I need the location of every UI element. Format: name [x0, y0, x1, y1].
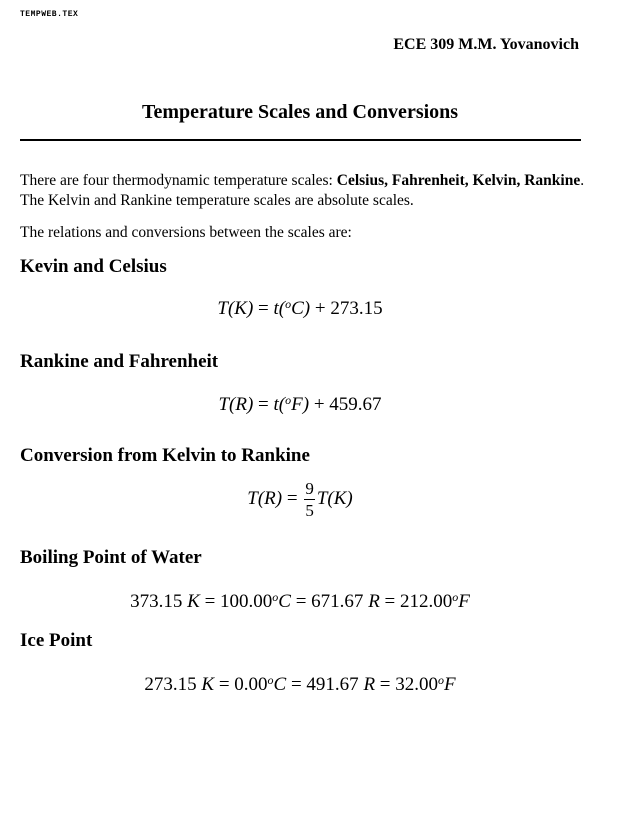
degree-symbol: o [438, 673, 445, 687]
rankine-value: = 491.67 [290, 674, 359, 695]
eq-equals: = [286, 487, 298, 509]
page-title: Temperature Scales and Conversions [141, 101, 459, 123]
degree-symbol: o [285, 393, 292, 407]
kelvin-value: 373.15 [130, 591, 183, 612]
fraction-denominator: 5 [305, 501, 314, 520]
heading-kelvin-to-rankine: Conversion from Kelvin to Rankine [20, 445, 310, 466]
kelvin-unit: K [201, 674, 215, 695]
equation-kelvin-to-rankine [0, 480, 600, 519]
rankine-unit: R [363, 674, 376, 695]
celsius-value: = 0.00 [218, 674, 268, 695]
relations-paragraph: The relations and conversions between the scales are: [20, 224, 352, 241]
intro-tail: . The Kelvin and Rankine temperature scales are absolute scales. [20, 172, 585, 209]
eq-equals: = [258, 298, 269, 319]
fraction [304, 480, 315, 519]
eq-equals: = [258, 394, 269, 415]
course-author-header: ECE 309 M.M. Yovanovich [393, 36, 579, 53]
intro-scales-bold-2: Rankine [524, 172, 581, 189]
kelvin-value: 273.15 [144, 674, 197, 695]
eq-constant: + 273.15 [314, 298, 383, 319]
fahrenheit-unit: F [444, 674, 456, 695]
heading-rankine-fahrenheit: Rankine and Fahrenheit [20, 351, 219, 372]
eq-var: t( [273, 394, 286, 415]
title-divider [20, 139, 581, 141]
fahrenheit-value: = 212.00 [384, 591, 453, 612]
intro-lead: There are four thermodynamic temperature scales: [20, 172, 337, 189]
fahrenheit-unit: F [458, 591, 470, 612]
fahrenheit-value: = 32.00 [379, 674, 439, 695]
eq-var: t( [273, 298, 286, 319]
celsius-unit: C [273, 674, 287, 695]
eq-unit: C) [291, 298, 311, 319]
degree-symbol: o [272, 590, 279, 604]
intro-paragraph [20, 171, 600, 211]
degree-symbol: o [285, 297, 292, 311]
fraction-numerator: 9 [305, 479, 314, 498]
heading-kelvin-celsius: Kevin and Celsius [20, 256, 167, 277]
equation-boiling-point [0, 590, 600, 613]
file-name-label: TEMPWEB.TEX [20, 10, 79, 19]
eq-lhs: T(K) [217, 298, 254, 319]
eq-constant: + 459.67 [313, 394, 382, 415]
heading-ice-point: Ice Point [20, 630, 93, 651]
celsius-value: = 100.00 [204, 591, 273, 612]
rankine-unit: R [368, 591, 380, 612]
degree-symbol: o [452, 590, 459, 604]
eq-lhs: T(R) [247, 487, 283, 509]
kelvin-unit: K [187, 591, 200, 612]
eq-lhs: T(R) [218, 394, 254, 415]
celsius-unit: C [278, 591, 291, 612]
equation-ice-point [0, 673, 600, 696]
rankine-value: = 671.67 [295, 591, 364, 612]
degree-symbol: o [267, 673, 274, 687]
eq-rhs: T(K) [316, 487, 353, 509]
equation-kelvin-celsius [0, 297, 600, 320]
heading-boiling-point: Boiling Point of Water [20, 547, 202, 568]
eq-unit: F) [291, 394, 310, 415]
intro-scales-bold-1: Celsius, Fahrenheit, Kelvin, [336, 172, 521, 189]
equation-rankine-fahrenheit [0, 393, 600, 416]
